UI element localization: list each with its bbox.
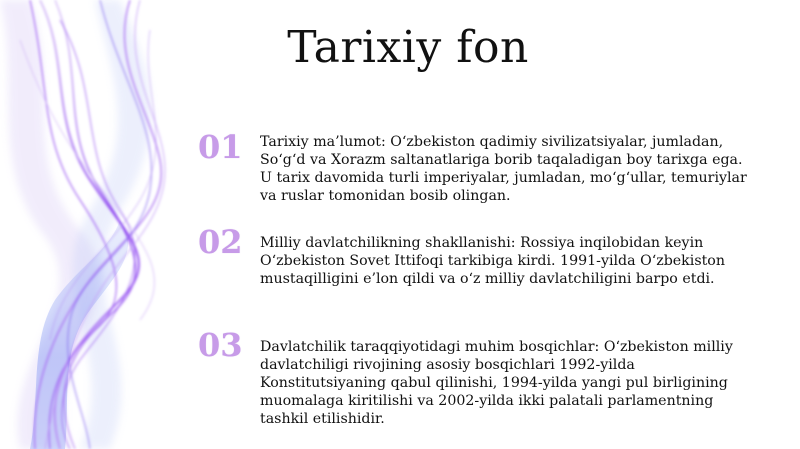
item-text-03: Davlatchilik taraqqiyotidagi muhim bosqichlar: O‘zbekiston milliy davlatchiligi rivojining asosiy bosqichlari 1992-yilda Konstitutsiyaning qabul qilinishi, 1994-yilda yangi pul birligining muomalaga kiritilishi va 2002-yilda ikki palatali parlamentning tashkil etilishidir. — [260, 339, 733, 427]
item-number-03: 03 — [198, 326, 243, 364]
slide-title: Tarixiy fon — [287, 22, 529, 73]
item-text-01: Tarixiy ma’lumot: O‘zbekiston qadimiy sivilizatsiyalar, jumladan, So‘g‘d va Xorazm saltanatlariga borib taqaladigan boy tarixga ega. U tarix davomida turli imperiyalar, jumladan, mo‘g‘ullar, temuriylar va ruslar tomonidan bosib olingan. — [260, 134, 747, 204]
item-number-01: 01 — [198, 128, 243, 166]
item-number-02: 02 — [198, 223, 243, 261]
item-text-02: Milliy davlatchilikning shakllanishi: Rossiya inqilobidan keyin O‘zbekiston Sovet Ittifoqi tarkibiga kirdi. 1991-yilda O‘zbekiston mustaqilligini e’lon qildi va o‘z milliy davlatchiligini barpo etdi. — [260, 235, 725, 287]
